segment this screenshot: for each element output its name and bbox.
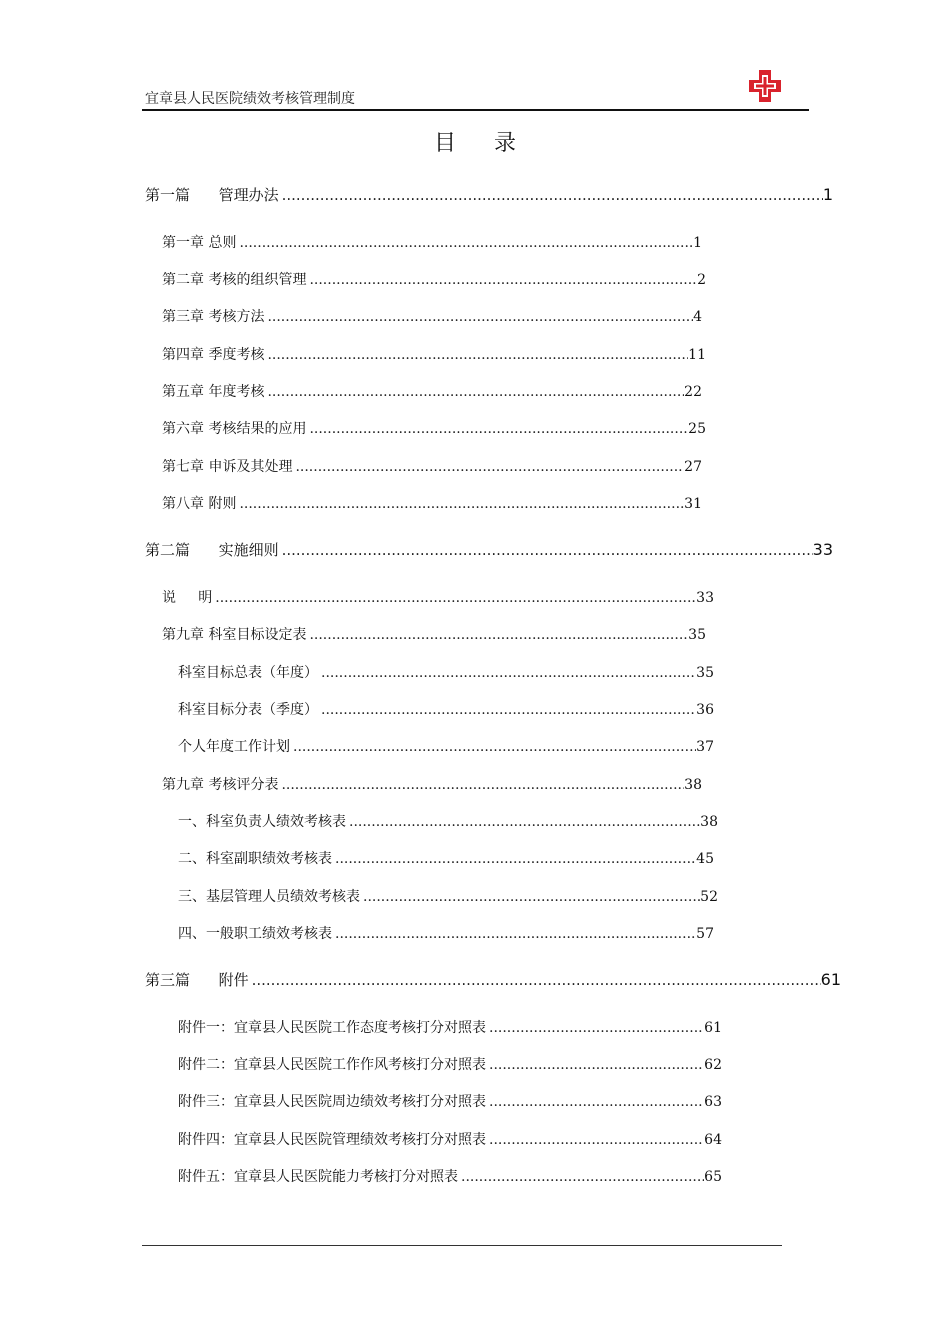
- toc-label: 第三章 考核方法: [162, 309, 265, 325]
- toc-section[interactable]: [178, 811, 718, 831]
- red-cross-icon: [745, 66, 785, 106]
- toc-label: 第九章 科室目标设定表: [162, 627, 307, 643]
- toc-page: 33: [696, 590, 714, 606]
- toc-page: 61: [704, 1020, 722, 1036]
- toc-page: 63: [704, 1094, 722, 1110]
- toc-part-1[interactable]: [145, 184, 833, 205]
- toc-page: 36: [696, 702, 714, 718]
- toc-page: 22: [684, 384, 702, 400]
- toc-leader: [279, 186, 823, 204]
- toc-label: 科室目标总表（年度）: [178, 665, 318, 681]
- toc-label: 附件四：宜章县人民医院管理绩效考核打分对照表: [178, 1132, 486, 1148]
- toc-leader: [318, 665, 696, 681]
- toc-label: 第五章 年度考核: [162, 384, 265, 400]
- toc-page: 4: [693, 309, 702, 325]
- toc-page: 37: [696, 739, 714, 755]
- toc-leader: [332, 851, 696, 867]
- toc-leader: [346, 814, 700, 830]
- doc-title: 目录: [433, 131, 554, 156]
- toc-chapter[interactable]: [162, 624, 706, 644]
- toc-section[interactable]: [178, 699, 714, 719]
- toc-section[interactable]: [178, 848, 714, 868]
- toc-appendix[interactable]: [178, 1017, 722, 1037]
- toc-page: 2: [697, 272, 706, 288]
- toc-leader: [332, 926, 696, 942]
- toc-page: 38: [700, 814, 718, 830]
- toc-chapter[interactable]: [162, 493, 702, 513]
- toc-part-3[interactable]: [145, 969, 841, 990]
- toc-label: 第一篇 管理办法: [145, 186, 279, 204]
- toc-label: 说 明: [162, 590, 213, 606]
- toc-leader: [290, 739, 696, 755]
- toc-leader: [306, 272, 697, 288]
- toc-label: 附件五：宜章县人民医院能力考核打分对照表: [178, 1169, 458, 1185]
- toc-leader: [236, 496, 684, 512]
- toc-section[interactable]: [178, 923, 714, 943]
- toc-page: 35: [696, 665, 714, 681]
- toc-label: 第四章 季度考核: [162, 347, 265, 363]
- toc-leader: [249, 971, 821, 989]
- toc-label: 第九章 考核评分表: [162, 777, 279, 793]
- toc-leader: [486, 1094, 704, 1110]
- toc-leader: [236, 235, 693, 251]
- toc-label: 附件三：宜章县人民医院周边绩效考核打分对照表: [178, 1094, 486, 1110]
- toc-chapter[interactable]: [162, 306, 702, 326]
- toc-page: 25: [688, 421, 706, 437]
- toc-chapter[interactable]: [162, 232, 702, 252]
- toc-leader: [264, 384, 684, 400]
- toc-appendix[interactable]: [178, 1166, 722, 1186]
- header-rule: [142, 109, 809, 111]
- toc-page: 1: [693, 235, 702, 251]
- toc-leader: [486, 1132, 704, 1148]
- toc-chapter[interactable]: [162, 381, 702, 401]
- toc-chapter[interactable]: [162, 418, 706, 438]
- toc-chapter[interactable]: [162, 587, 714, 607]
- toc-label: 第七章 申诉及其处理: [162, 459, 293, 475]
- toc-section[interactable]: [178, 662, 714, 682]
- toc-page: 64: [704, 1132, 722, 1148]
- toc-label: 二、科室副职绩效考核表: [178, 851, 332, 867]
- toc-label: 科室目标分表（季度）: [178, 702, 318, 718]
- toc-label: 附件一：宜章县人民医院工作态度考核打分对照表: [178, 1020, 486, 1036]
- toc-leader: [486, 1057, 704, 1073]
- toc-appendix[interactable]: [178, 1054, 722, 1074]
- toc-appendix[interactable]: [178, 1091, 722, 1111]
- toc-page: 27: [684, 459, 702, 475]
- toc-chapter[interactable]: [162, 456, 702, 476]
- toc-page: 65: [704, 1169, 722, 1185]
- toc-page: 1: [822, 185, 833, 204]
- toc-chapter[interactable]: [162, 344, 706, 364]
- toc-leader: [278, 777, 684, 793]
- toc-page: 61: [820, 970, 841, 989]
- footer-rule: [142, 1245, 782, 1246]
- toc-label: 第六章 考核结果的应用: [162, 421, 307, 437]
- toc-page: 57: [696, 926, 714, 942]
- toc-label: 第二章 考核的组织管理: [162, 272, 307, 288]
- toc-leader: [306, 627, 688, 643]
- toc-page: 35: [688, 627, 706, 643]
- toc-leader: [279, 541, 813, 559]
- toc-label: 第八章 附则: [162, 496, 237, 512]
- toc-section[interactable]: [178, 736, 714, 756]
- toc-label: 个人年度工作计划: [178, 739, 290, 755]
- toc-leader: [306, 421, 688, 437]
- toc-label: 第二篇 实施细则: [145, 541, 279, 559]
- toc-label: 附件二：宜章县人民医院工作作风考核打分对照表: [178, 1057, 486, 1073]
- toc-label: 第三篇 附件: [145, 971, 249, 989]
- header-title: 宜章县人民医院绩效考核管理制度: [145, 91, 355, 107]
- toc-label: 四、一般职工绩效考核表: [178, 926, 332, 942]
- toc-leader: [264, 309, 693, 325]
- toc-part-2[interactable]: [145, 539, 833, 560]
- toc-leader: [264, 347, 688, 363]
- toc-label: 三、基层管理人员绩效考核表: [178, 889, 360, 905]
- toc-leader: [212, 590, 696, 606]
- toc-section[interactable]: [178, 886, 718, 906]
- toc-leader: [292, 459, 684, 475]
- toc-chapter[interactable]: [162, 269, 706, 289]
- toc-leader: [458, 1169, 704, 1185]
- toc-page: 62: [704, 1057, 722, 1073]
- toc-leader: [318, 702, 696, 718]
- toc-leader: [360, 889, 700, 905]
- toc-page: 33: [812, 540, 833, 559]
- toc-chapter[interactable]: [162, 774, 702, 794]
- toc-label: 一、科室负责人绩效考核表: [178, 814, 346, 830]
- toc-label: 第一章 总则: [162, 235, 237, 251]
- toc-appendix[interactable]: [178, 1129, 722, 1149]
- toc-page: 31: [684, 496, 702, 512]
- toc-leader: [486, 1020, 704, 1036]
- toc-page: 52: [700, 889, 718, 905]
- toc-page: 11: [688, 347, 706, 363]
- toc-page: 38: [684, 777, 702, 793]
- toc-page: 45: [696, 851, 714, 867]
